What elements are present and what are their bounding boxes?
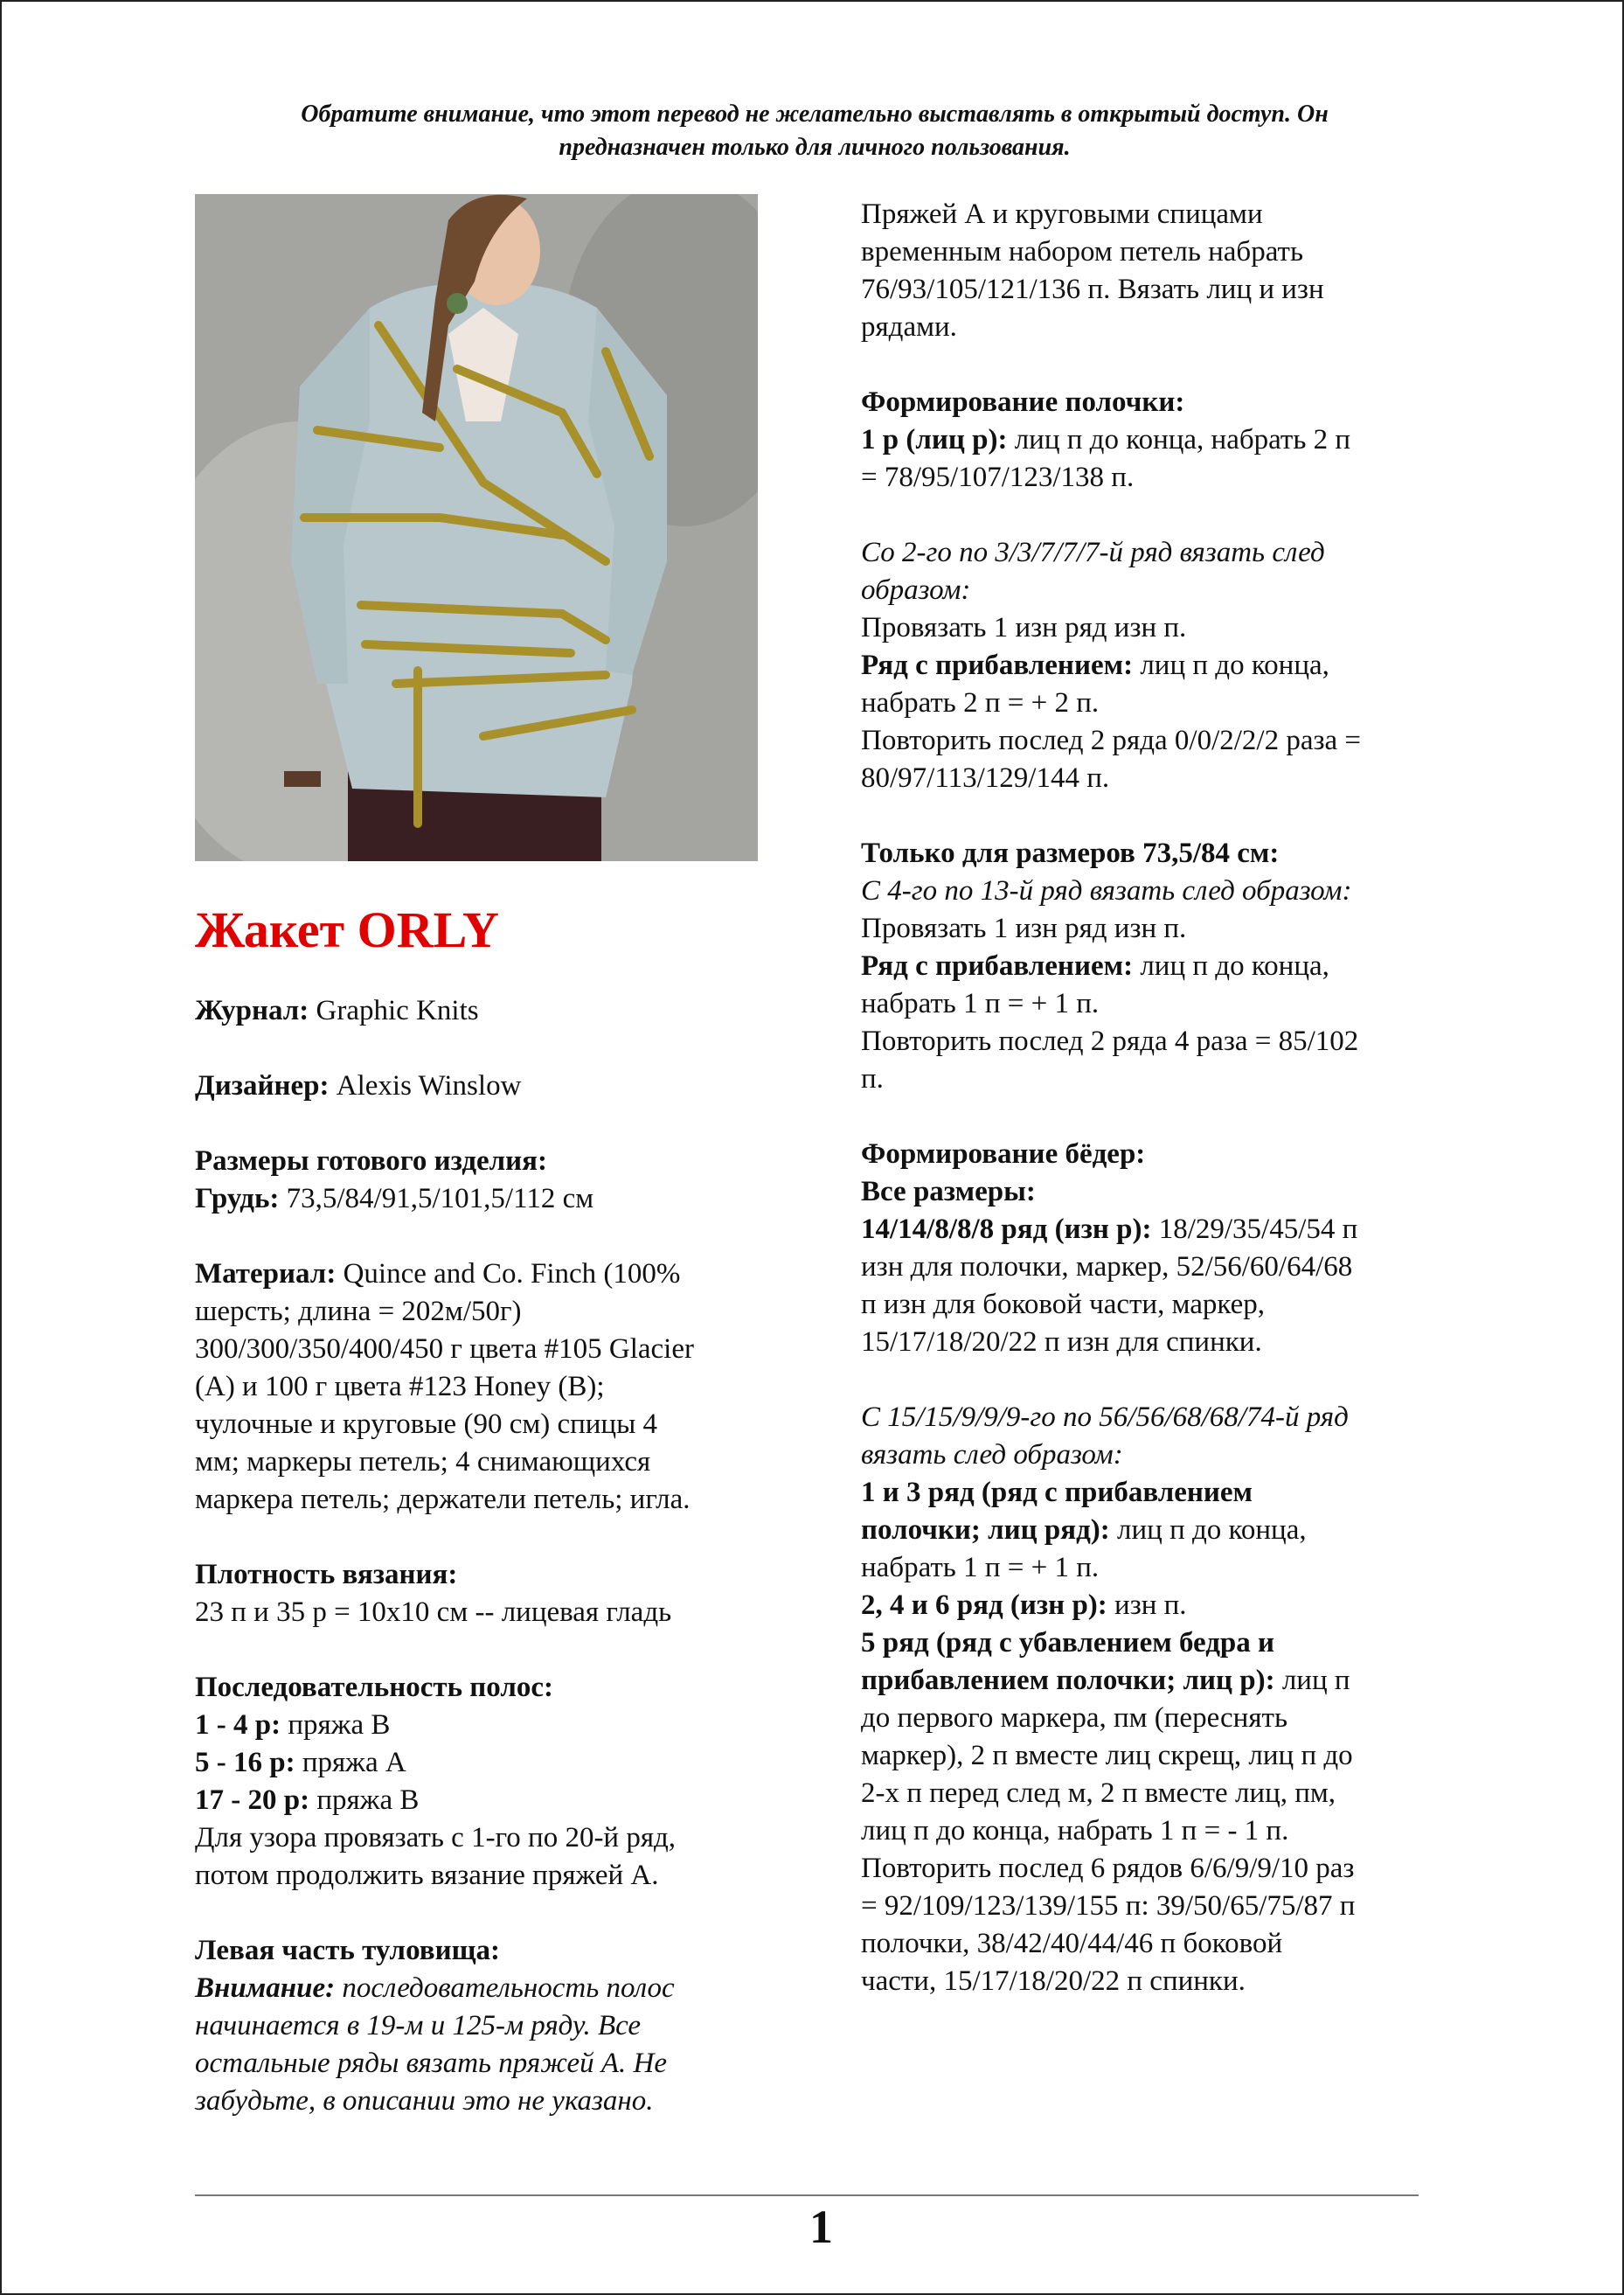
- instruction-italic: С 15/15/9/9/9-го по 56/56/68/68/74-й ряд: [861, 1401, 1349, 1433]
- hips-section: [861, 1136, 1438, 1361]
- front-heading: Формирование полочки:: [861, 386, 1185, 418]
- all-sizes-heading: Все размеры:: [861, 1176, 1036, 1207]
- stripes-text: Для узора провязать с 1-го по 20-й ряд,: [195, 1822, 677, 1853]
- stripe-row-value: пряжа B: [309, 1784, 420, 1816]
- designer-value: Alexis Winslow: [329, 1070, 522, 1102]
- stripes-heading: Последовательность полос:: [195, 1672, 554, 1703]
- magazine-label: Журнал:: [195, 995, 309, 1026]
- increase-text: лиц п до конца,: [1133, 950, 1329, 982]
- repeat-text: части, 15/17/18/20/22 п спинки.: [861, 1965, 1246, 1997]
- small-sizes-section: [861, 835, 1438, 1098]
- material-line: [195, 1255, 772, 1293]
- repeat-section-3: [861, 1399, 1438, 2000]
- product-photo: [195, 194, 758, 861]
- chest-value: 73,5/84/91,5/101,5/112 см: [279, 1183, 594, 1214]
- sizes-section: [195, 1143, 772, 1218]
- magazine-line: [195, 992, 772, 1030]
- intro-text: 76/93/105/121/136 п. Вязать лиц и изн: [861, 274, 1324, 305]
- repeat-section-1: [861, 534, 1438, 797]
- left-column: [195, 898, 772, 2158]
- row13-label: 1 и 3 ряд (ряд с прибавлением: [861, 1477, 1253, 1508]
- stripe-row: [195, 1782, 772, 1819]
- row14-line: [861, 1211, 1438, 1248]
- material-text: маркера петель; держатели петель; игла.: [195, 1484, 691, 1515]
- row5-text: лиц п: [1274, 1665, 1350, 1696]
- chest-label: Грудь:: [195, 1183, 280, 1214]
- material-text: (A) и 100 г цвета #123 Honey (B);: [195, 1371, 605, 1402]
- increase-text: набрать 2 п = + 2 п.: [861, 687, 1100, 719]
- stripes-section: [195, 1669, 772, 1895]
- row14-text: изн для полочки, маркер, 52/56/60/64/68: [861, 1251, 1353, 1283]
- row5-label: прибавлением полочки; лиц р):: [861, 1665, 1275, 1696]
- body-heading: Левая часть туловища:: [195, 1935, 500, 1966]
- row246-text: изн п.: [1107, 1589, 1187, 1621]
- instruction-italic: образом:: [861, 574, 971, 606]
- row1-label: 1 р (лиц р):: [861, 424, 1008, 456]
- row13-text: набрать 1 п = + 1 п.: [861, 1552, 1100, 1583]
- attention-text: остальные ряды вязать пряжей А. Не: [195, 2048, 668, 2079]
- intro-text: Пряжей А и круговыми спицами: [861, 198, 1263, 230]
- stripe-row-label: 1 - 4 р:: [195, 1709, 281, 1741]
- attention-text: последовательность полос: [335, 1972, 675, 2004]
- intro-text: рядами.: [861, 311, 957, 343]
- stripe-row-label: 5 - 16 р:: [195, 1747, 295, 1778]
- stripe-row-label: 17 - 20 р:: [195, 1784, 310, 1816]
- row1-line: [861, 421, 1438, 459]
- increase-text: набрать 1 п = + 1 п.: [861, 988, 1100, 1019]
- row13-label: полочки; лиц ряд):: [861, 1514, 1110, 1546]
- row14-label: 14/14/8/8/8 ряд (изн р):: [861, 1214, 1152, 1245]
- stripes-text: потом продолжить вязание пряжей А.: [195, 1860, 659, 1891]
- body-section: [195, 1932, 772, 2120]
- magazine-value: Graphic Knits: [309, 995, 479, 1026]
- repeat-text: п.: [861, 1063, 884, 1095]
- increase-line: [861, 948, 1438, 985]
- stripe-row-value: пряжа B: [281, 1709, 391, 1741]
- row246-label: 2, 4 и 6 ряд (изн р):: [861, 1589, 1107, 1621]
- stripe-row-value: пряжа A: [295, 1747, 406, 1778]
- material-text: мм; маркеры петель; 4 снимающихся: [195, 1446, 651, 1478]
- purl-row: Провязать 1 изн ряд изн п.: [861, 913, 1187, 944]
- row5-text: 2-х п перед след м, 2 п вместе лиц, пм,: [861, 1777, 1336, 1809]
- row14-text: 18/29/35/45/54 п: [1151, 1214, 1358, 1245]
- row14-text: 15/17/18/20/22 п изн для спинки.: [861, 1326, 1262, 1358]
- privacy-notice: [177, 98, 1453, 164]
- attention-line: [195, 1970, 772, 2007]
- right-column: [861, 196, 1438, 2038]
- material-label: Материал:: [195, 1258, 337, 1290]
- front-section: [861, 384, 1438, 497]
- increase-text: лиц п до конца,: [1133, 650, 1329, 681]
- row1-text: = 78/95/107/123/138 п.: [861, 462, 1135, 493]
- instruction-italic: вязать след образом:: [861, 1439, 1123, 1471]
- notice-line: предназначен только для личного пользования.: [559, 134, 1071, 161]
- purl-row: Провязать 1 изн ряд изн п.: [861, 612, 1187, 643]
- row5-label: 5 ряд (ряд с убавлением бедра и: [861, 1627, 1275, 1659]
- footer-divider: [195, 2194, 1419, 2196]
- gauge-heading: Плотность вязания:: [195, 1559, 458, 1590]
- material-section: [195, 1255, 772, 1519]
- gauge-section: [195, 1556, 772, 1631]
- row13-line: [861, 1512, 1438, 1549]
- row13-text: лиц п до конца,: [1109, 1514, 1307, 1546]
- material-text: Quince and Co. Finch (100%: [336, 1258, 681, 1290]
- repeat-text: Повторить послед 6 рядов 6/6/9/9/10 раз: [861, 1853, 1355, 1884]
- attention-label: Внимание:: [195, 1972, 336, 2004]
- instruction-italic: Со 2-го по 3/3/7/7/7-й ряд вязать след: [861, 537, 1325, 568]
- attention-text: забудьте, в описании это не указано.: [195, 2085, 654, 2117]
- attention-text: начинается в 19-м и 125-м ряду. Все: [195, 2010, 642, 2041]
- stripe-row: [195, 1707, 772, 1744]
- instruction-italic: С 4-го по 13-й ряд вязать след образом:: [861, 875, 1352, 907]
- repeat-text: полочки, 38/42/40/44/46 п боковой: [861, 1928, 1283, 1959]
- increase-label: Ряд с прибавлением:: [861, 950, 1134, 982]
- row1-text: лиц п до конца, набрать 2 п: [1007, 424, 1351, 456]
- small-sizes-heading: Только для размеров 73,5/84 см:: [861, 838, 1280, 869]
- designer-line: [195, 1068, 772, 1105]
- row246-line: [861, 1587, 1438, 1624]
- repeat-text: Повторить послед 2 ряда 0/0/2/2/2 раза =: [861, 725, 1362, 756]
- hips-heading: Формирование бёдер:: [861, 1138, 1146, 1170]
- row5-line: [861, 1662, 1438, 1700]
- material-text: шерсть; длина = 202м/50г): [195, 1296, 522, 1327]
- increase-label: Ряд с прибавлением:: [861, 650, 1134, 681]
- row5-text: до первого маркера, пм (переснять: [861, 1702, 1287, 1734]
- material-text: 300/300/350/400/450 г цвета #105 Glacier: [195, 1333, 694, 1365]
- row5-text: лиц п до конца, набрать 1 п = - 1 п.: [861, 1815, 1289, 1846]
- jacket-model-illustration: [195, 194, 758, 861]
- repeat-text: Повторить послед 2 ряда 4 раза = 85/102: [861, 1026, 1359, 1057]
- repeat-text: 80/97/113/129/144 п.: [861, 762, 1110, 794]
- row14-text: п изн для боковой части, маркер,: [861, 1289, 1265, 1320]
- page-number: 1: [809, 2201, 833, 2253]
- designer-label: Дизайнер:: [195, 1070, 330, 1102]
- sizes-heading: Размеры готового изделия:: [195, 1145, 548, 1177]
- row5-text: маркер), 2 п вместе лиц скрещ, лиц п до: [861, 1740, 1353, 1771]
- intro-text: временным набором петель набрать: [861, 236, 1303, 268]
- repeat-text: = 92/109/123/139/155 п: 39/50/65/75/87 п: [861, 1890, 1356, 1922]
- intro-section: [861, 196, 1438, 346]
- stripe-row: [195, 1744, 772, 1782]
- notice-line: Обратите внимание, что этот перевод не желательно выставлять в открытый доступ. Он: [301, 101, 1329, 128]
- increase-line: [861, 647, 1438, 685]
- pattern-title: Жакет ORLY: [195, 901, 499, 958]
- chest-line: [195, 1180, 772, 1218]
- gauge-value: 23 п и 35 р = 10х10 см -- лицевая гладь: [195, 1596, 672, 1628]
- material-text: чулочные и круговые (90 см) спицы 4: [195, 1408, 658, 1440]
